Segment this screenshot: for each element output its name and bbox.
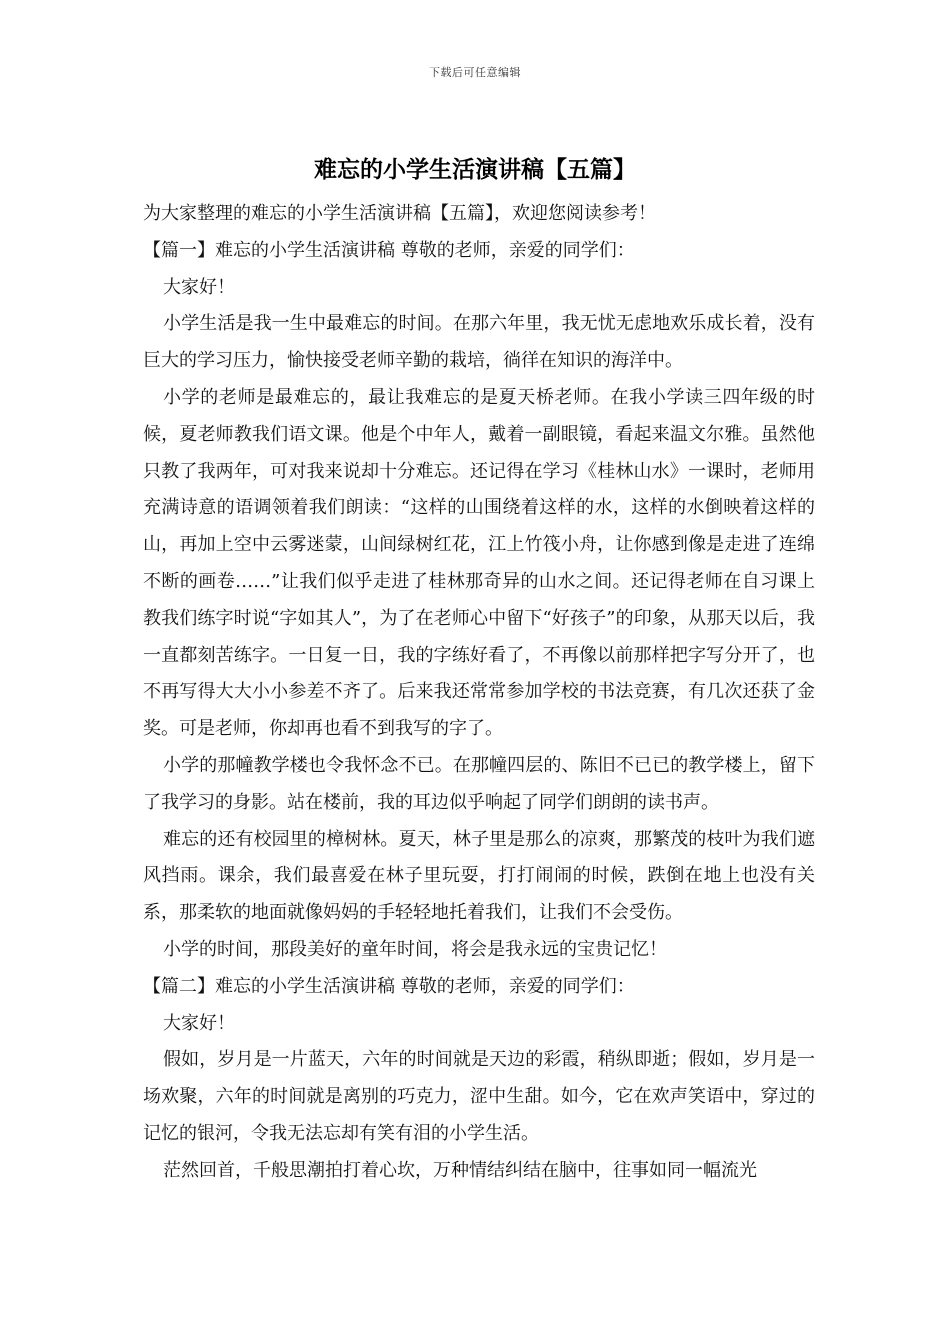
section-heading-two: 【篇二】难忘的小学生活演讲稿 尊敬的老师，亲爱的同学们： <box>143 975 635 997</box>
body-paragraph: 难忘的还有校园里的樟树林。夏天，林子里是那么的凉爽，那繁茂的枝叶为我们遮风挡雨。课余，我们最喜爱在林子里玩耍，打打闹闹的时候，跌倒在地上也没有关系，那柔软的地面就像妈妈的手轻轻地托着我们，让我们不会受伤。 <box>143 828 815 924</box>
greeting-paragraph: 大家好！ <box>163 1012 235 1034</box>
body-paragraph: 假如，岁月是一片蓝天，六年的时间就是天边的彩霞，稍纵即逝；假如，岁月是一场欢聚，六年的时间就是离别的巧克力，涩中生甜。如今，它在欢声笑语中，穿过的记忆的银河，令我无法忘却有笑有泪的小学生活。 <box>143 1049 815 1144</box>
body-paragraph: 茫然回首，千般思潮拍打着心坎，万种情结纠结在脑中，往事如同一幅流光 <box>163 1159 757 1181</box>
header-note: 下载后可任意编辑 <box>429 66 521 79</box>
section-heading-one: 【篇一】难忘的小学生活演讲稿 尊敬的老师，亲爱的同学们： <box>143 239 635 261</box>
document-title: 难忘的小学生活演讲稿【五篇】 <box>314 156 636 183</box>
body-paragraph: 小学的老师是最难忘的，最让我难忘的是夏天桥老师。在我小学读三四年级的时候，夏老师教我们语文课。他是个中年人，戴着一副眼镜，看起来温文尔雅。虽然他只教了我两年，可对我来说却十分难忘。还记得在学习《桂林山水》一课时，老师用充满诗意的语调领着我们朗读：“这样的山围绕着这样的水，这样的水倒映着这样的山，再加上空中云雾迷蒙，山间绿树红花，江上竹筏小舟，让你感到像是走进了连绵不断的画卷……”让我们似乎走进了桂林那奇异的山水之间。还记得老师在自习课上教我们练字时说“字如其人”，为了在老师心中留下“好孩子”的印象，从那天以后，我一直都刻苦练字。一日复一日，我的字练好看了，不再像以前那样把字写分开了，也不再写得大大小小参差不齐了。后来我还常常参加学校的书法竞赛，有几次还获了金奖。可是老师，你却再也看不到我写的字了。 <box>143 386 815 740</box>
greeting-paragraph: 大家好！ <box>163 276 235 298</box>
document-body <box>143 196 815 1190</box>
body-paragraph: 小学的时间，那段美好的童年时间，将会是我永远的宝贵记忆！ <box>163 938 667 960</box>
body-paragraph: 小学生活是我一生中最难忘的时间。在那六年里，我无忧无虑地欢乐成长着，没有巨大的学习压力，愉快接受老师辛勤的栽培，徜徉在知识的海洋中。 <box>143 313 815 372</box>
body-paragraph: 小学的那幢教学楼也令我怀念不已。在那幢四层的、陈旧不已已的教学楼上，留下了我学习的身影。站在楼前，我的耳边似乎响起了同学们朗朗的读书声。 <box>143 754 815 813</box>
intro-paragraph: 为大家整理的难忘的小学生活演讲稿【五篇】，欢迎您阅读参考！ <box>143 203 656 224</box>
